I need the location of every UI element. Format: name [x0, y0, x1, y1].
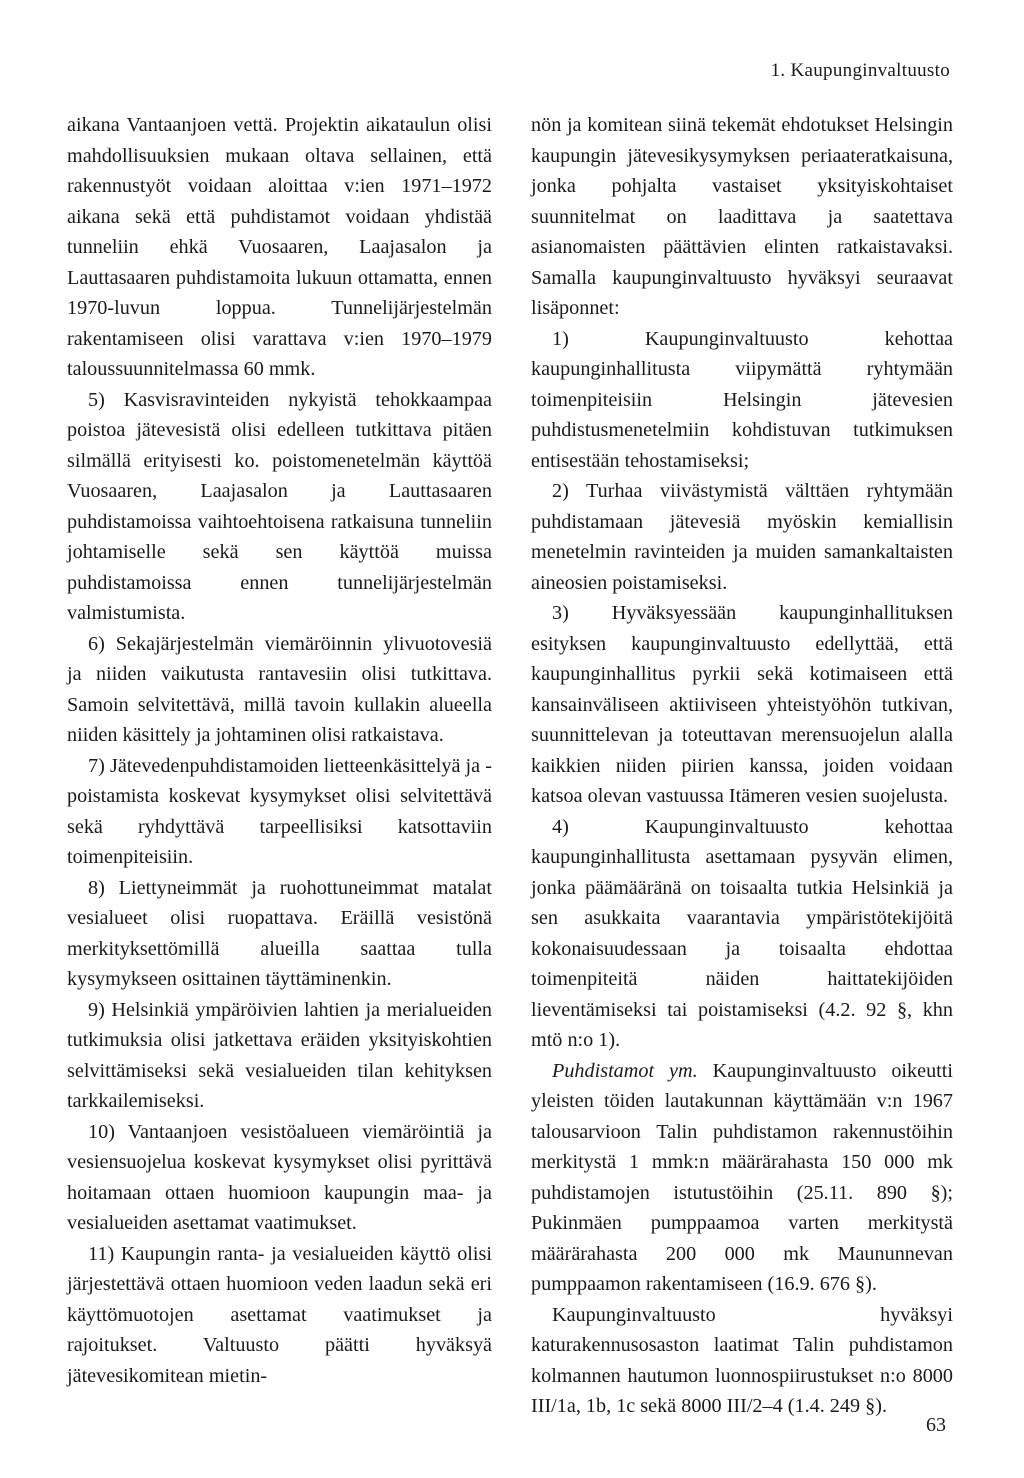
section-heading-puhdistamot: Puhdistamot ym. [552, 1059, 698, 1082]
paragraph-item-7: 7) Jätevedenpuhdistamoiden lietteenkäsittelyä ja -poistamista koskevat kysymykset olisi selvitettävä sekä ryhdyttävä tarpeellisiksi katsottaviin toimenpiteisiin. [67, 754, 492, 868]
running-head: 1. Kaupunginvaltuusto [770, 60, 950, 81]
paragraph-item-9: 9) Helsinkiä ympäröivien lahtien ja merialueiden tutkimuksia olisi jatkettava eräiden yksityiskohtien selvittämiseksi sekä vesialueiden tilan kehityksen tarkkailemiseksi. [67, 998, 492, 1112]
paragraph-clause-1: 1) Kaupunginvaltuusto kehottaa kaupunginhallitusta viipymättä ryhtymään toimenpiteisiin Helsingin jätevesien puhdistusmenetelmiin kohdistuvan tutkimuksen entisestään tehostamiseksi; [531, 327, 953, 472]
right-column [531, 110, 953, 1422]
paragraph-talin-puhdistamo: Kaupunginvaltuusto hyväksyi katurakennusosaston laatimat Talin puhdistamon kolmannen hautumon luonnospiirustukset n:o 8000 III/1a, 1b, 1c sekä 8000 III/2–4 (1.4. 249 §). [531, 1303, 953, 1417]
page-number: 63 [926, 1414, 946, 1436]
paragraph-clause-4: 4) Kaupunginvaltuusto kehottaa kaupunginhallitusta asettamaan pysyvän elimen, jonka päämääränä on toisaalta tutkia Helsinkiä ja sen asukkaita vaarantavia ympäristötekijöitä kokonaisuudessaan ja toisaalta ehdottaa toimenpiteitä näiden haittatekijöiden lieventämiseksi tai poistamiseksi (4.2. 92 §, khn mtö n:o 1). [531, 815, 953, 1051]
paragraph-puhdistamot-body: Kaupunginvaltuusto oikeutti yleisten töiden lautakunnan käyttämään v:n 1967 talousarvioon Talin puhdistamon rakennustöihin merkitystä 1 mmk:n määrärahasta 150 000 mk puhdistamojen istutustöihin (25.11. 890 §); Pukinmäen pumppaamoa varten merkitystä määrärahasta 200 000 mk Maununnevan pumppaamon rakentamiseen (16.9. 676 §). [531, 1059, 954, 1295]
paragraph-item-5: 5) Kasvisravinteiden nykyistä tehokkaampaa poistoa jätevesistä olisi edelleen tutkittava pitäen silmällä erityisesti ko. poistomenetelmän käyttöä Vuosaaren, Laajasalon ja Lauttasaaren puhdistamoissa vaihtoehtoisena ratkaisuna tunneliin johtamiselle sekä sen käyttöä muissa puhdistamoissa ennen tunnelijärjestelmän valmistumista. [67, 388, 492, 624]
paragraph-item-10: 10) Vantaanjoen vesistöalueen viemäröintiä ja vesiensuojelua koskevat kysymykset olisi pyrittävä hoitamaan ottaen huomioon kaupungin maa- ja vesialueiden asettamat vaatimukset. [67, 1120, 492, 1234]
paragraph-puhdistamot [531, 1056, 953, 1300]
paragraph-continuation: aikana Vantaanjoen vettä. Projektin aikataulun olisi mahdollisuuksien mukaan oltava sellainen, että rakennustyöt voidaan aloittaa v:ien 1971–1972 aikana sekä että puhdistamot voidaan yhdistää tunneliin ehkä Vuosaaren, Laajasalon ja Lauttasaaren puhdistamoita lukuun ottamatta, ennen 1970-luvun loppua. Tunnelijärjestelmän rakentamiseen olisi varattava v:ien 1970–1979 taloussuunnitelmassa 60 mmk. [67, 114, 492, 380]
paragraph-item-8: 8) Liettyneimmät ja ruohottuneimmat matalat vesialueet olisi ruopattava. Eräillä vesistönä merkityksettömillä alueilla saattaa tulla kysymykseen osittainen täyttäminenkin. [67, 876, 492, 990]
paragraph-clause-2: 2) Turhaa viivästymistä välttäen ryhtymään puhdistamaan jätevesiä myöskin kemiallisin menetelmin ravinteiden ja muiden samankaltaisten aineosien poistamiseksi. [531, 480, 953, 594]
paragraph-item-11: 11) Kaupungin ranta- ja vesialueiden käyttö olisi järjestettävä ottaen huomioon veden laadun sekä eri käyttömuotojen asettamat vaatimukset ja rajoitukset. Valtuusto päätti hyväksyä jätevesikomitean mietin- [67, 1242, 492, 1387]
paragraph-clause-3: 3) Hyväksyessään kaupunginhallituksen esityksen kaupunginvaltuusto edellyttää, että kaupunginhallitus pyrkii sekä kotimaiseen että kansainväliseen aktiiviseen yhteistyöhön tutkivan, suunnittelevan ja toteuttavan merensuojelun alalla kaikkien niiden piirien kanssa, joiden voidaan katsoa olevan vastuussa Itämeren vesien suojelusta. [531, 602, 953, 807]
paragraph-item-6: 6) Sekajärjestelmän viemäröinnin ylivuotovesiä ja niiden vaikutusta rantavesiin olisi tutkittava. Samoin selvitettävä, millä tavoin kullakin alueella niiden käsittely ja johtaminen olisi ratkaistava. [67, 632, 492, 746]
left-column [67, 110, 492, 1391]
paragraph-continuation-right: nön ja komitean siinä tekemät ehdotukset Helsingin kaupungin jätevesikysymyksen periaateratkaisuna, jonka pohjalta vastaiset yksityiskohtaiset suunnitelmat on laadittava ja saatettava asianomaisten päättävien elinten ratkaistavaksi. Samalla kaupunginvaltuusto hyväksyi seuraavat lisäponnet: [531, 114, 953, 319]
